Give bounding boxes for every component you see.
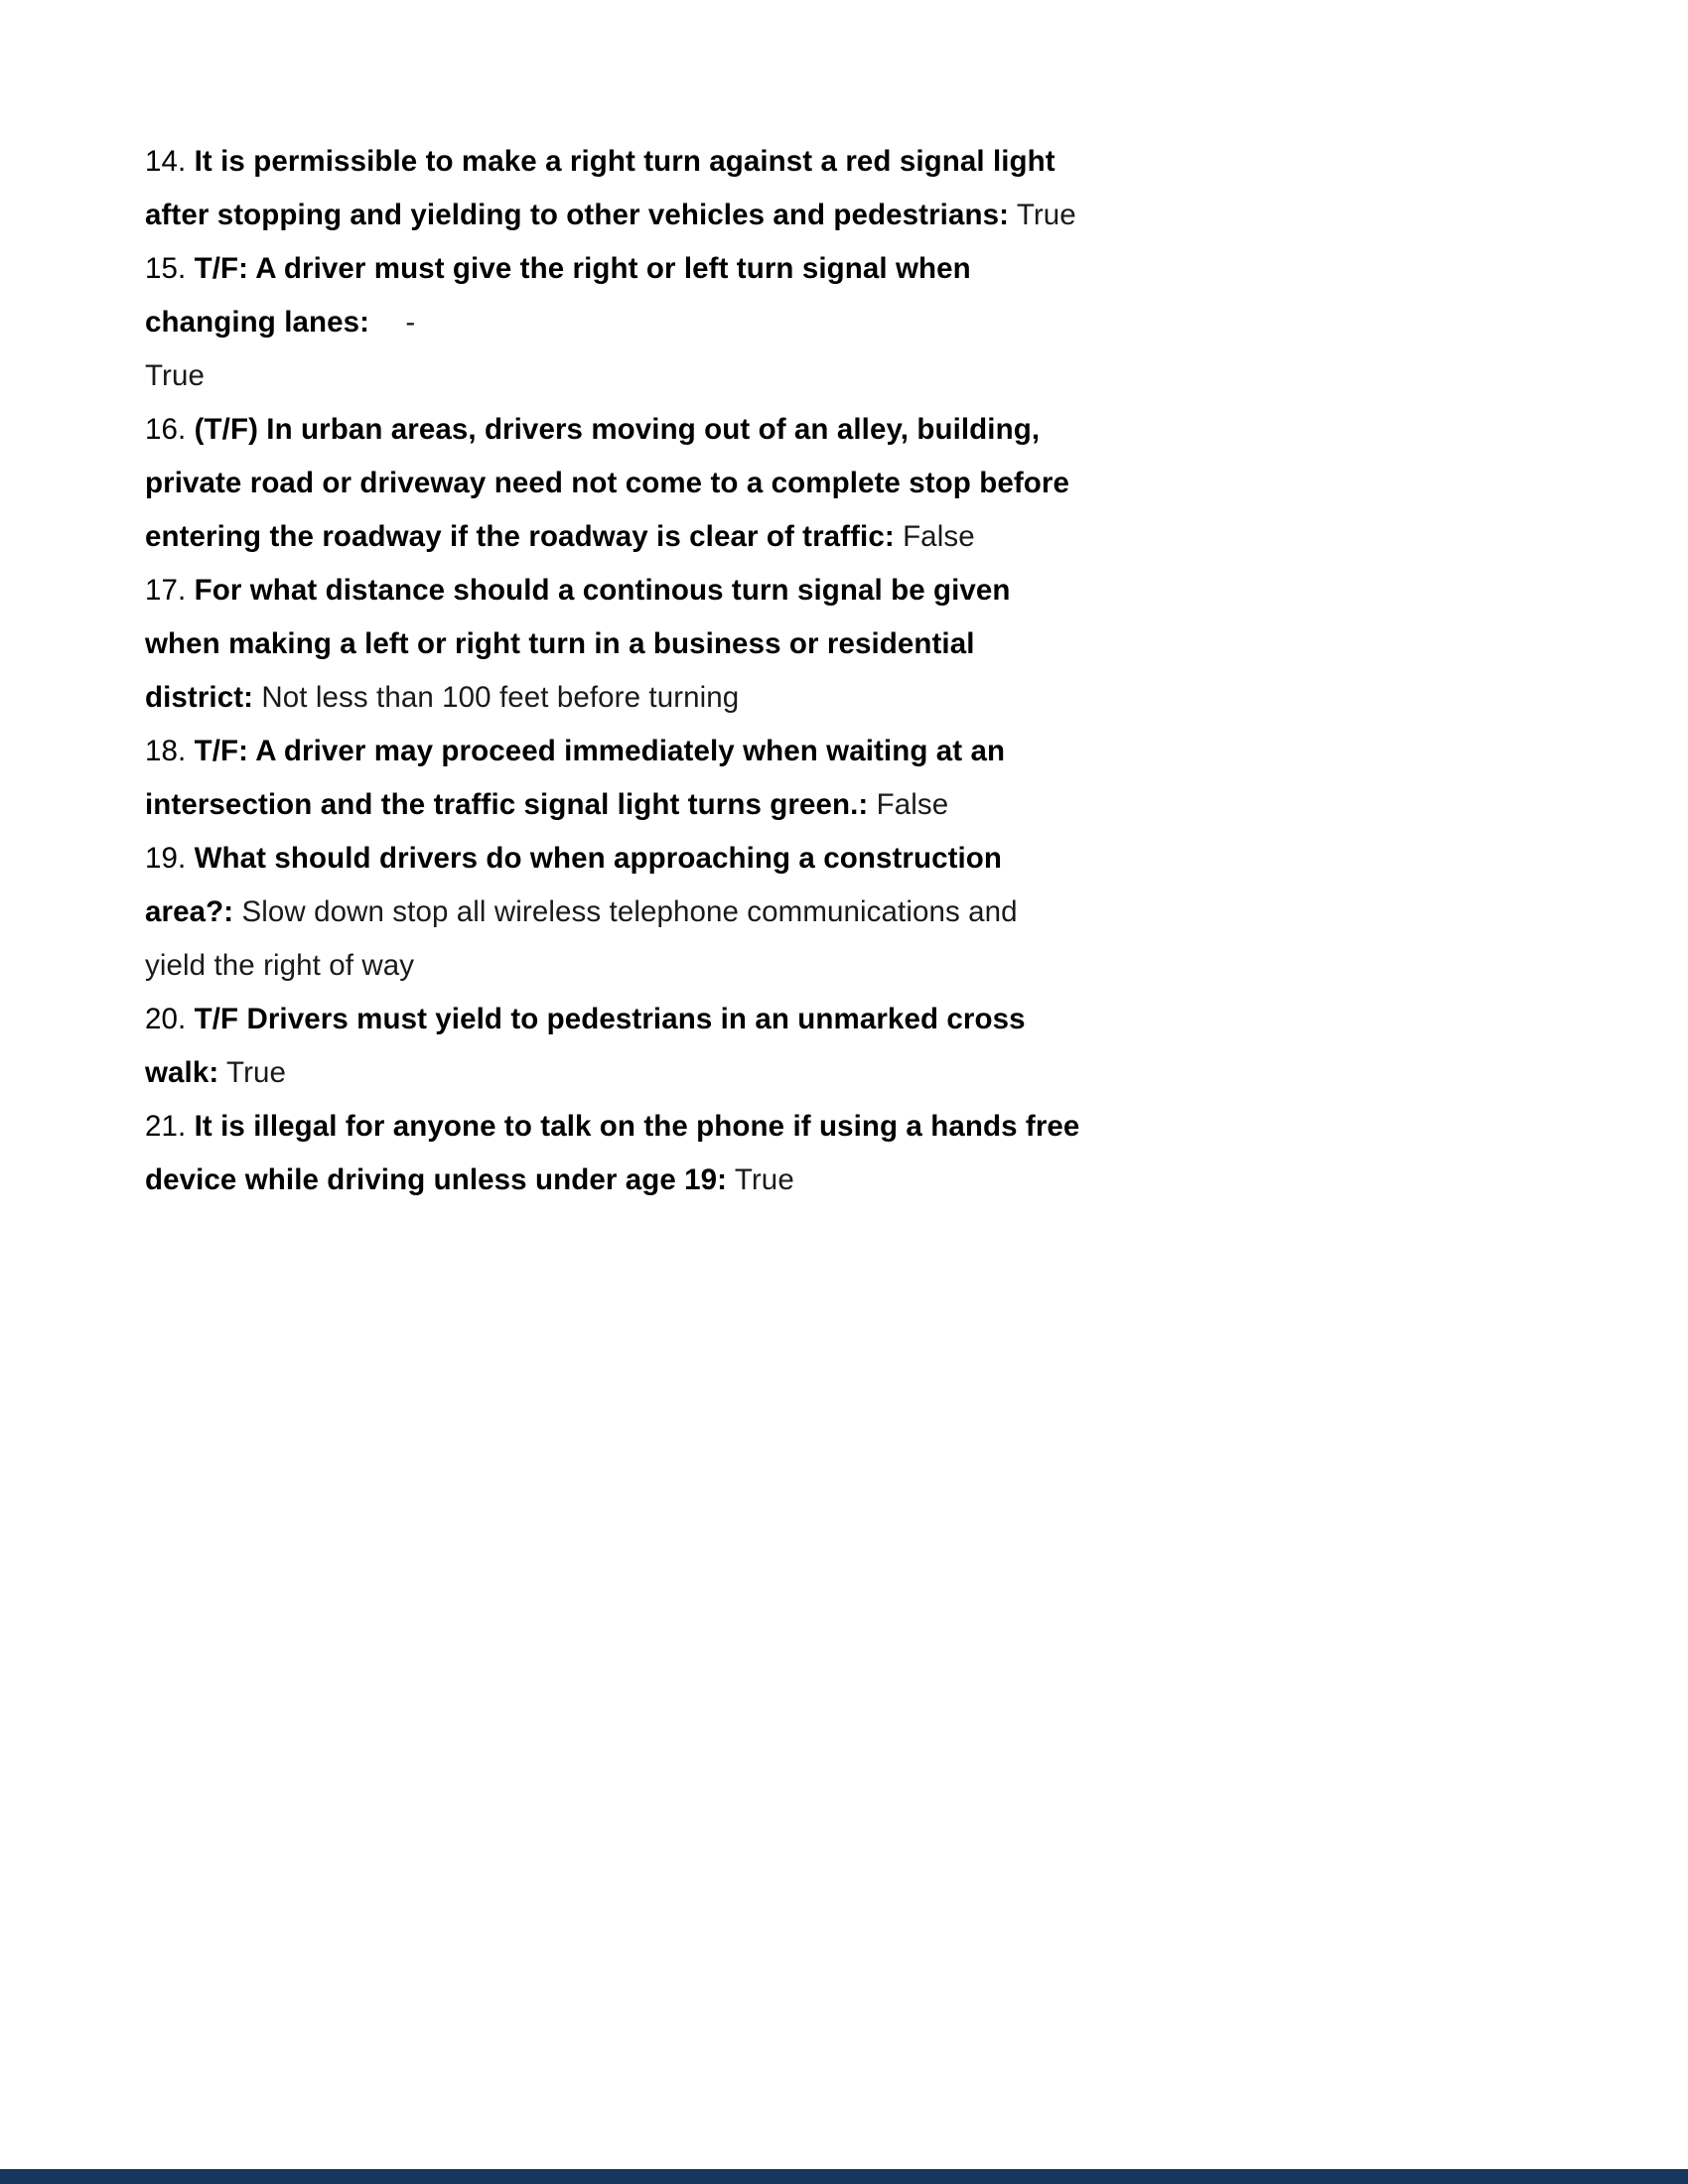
item-number: 15. (145, 252, 187, 285)
item-answer: True (226, 1056, 287, 1089)
footer-bar (0, 2169, 1688, 2184)
qa-item-19 (145, 832, 1083, 993)
item-number: 14. (145, 145, 187, 178)
qa-item-20 (145, 993, 1083, 1100)
item-question: What should drivers do when approaching a construction area?: (145, 842, 1003, 928)
qa-item-16 (145, 403, 1083, 564)
item-answer: True (734, 1163, 794, 1196)
item-question: T/F: A driver must give the right or left turn signal when changing lanes: (145, 252, 971, 339)
qa-item-21 (145, 1100, 1083, 1207)
item-answer: Slow down stop all wireless telephone communications and yield the right of way (145, 895, 1018, 982)
item-number: 18. (145, 735, 187, 767)
item-question: It is illegal for anyone to talk on the phone if using a hands free device while driving unless under age 19: (145, 1110, 1080, 1196)
item-answer: Not less than 100 feet before turning (261, 681, 740, 714)
qa-item-15 (145, 242, 1083, 403)
item-question: T/F Drivers must yield to pedestrians in an unmarked cross walk: (145, 1003, 1026, 1089)
item-number: 19. (145, 842, 187, 875)
qa-item-17 (145, 564, 1083, 725)
item-answer-line2: True (145, 359, 205, 392)
item-number: 21. (145, 1110, 187, 1143)
item-number: 17. (145, 574, 187, 607)
item-question: For what distance should a continous turn signal be given when making a left or right turn in a business or residential district: (145, 574, 1011, 714)
item-number: 20. (145, 1003, 187, 1035)
item-number: 16. (145, 413, 187, 446)
item-question: (T/F) In urban areas, drivers moving out of an alley, building, private road or driveway need not come to a complete stop before entering the roadway if the roadway is clear of traffic: (145, 413, 1069, 553)
item-question: T/F: A driver may proceed immediately when waiting at an intersection and the traffic signal light turns green.: (145, 735, 1006, 821)
item-answer: False (876, 788, 949, 821)
qa-item-18 (145, 725, 1083, 832)
item-answer: True (1016, 199, 1076, 231)
document-content (0, 0, 1083, 1207)
item-answer: False (903, 520, 975, 553)
qa-item-14 (145, 135, 1083, 242)
item-answer: - (405, 306, 416, 339)
item-question: It is permissible to make a right turn against a red signal light after stopping and yielding to other vehicles and pedestrians: (145, 145, 1055, 231)
